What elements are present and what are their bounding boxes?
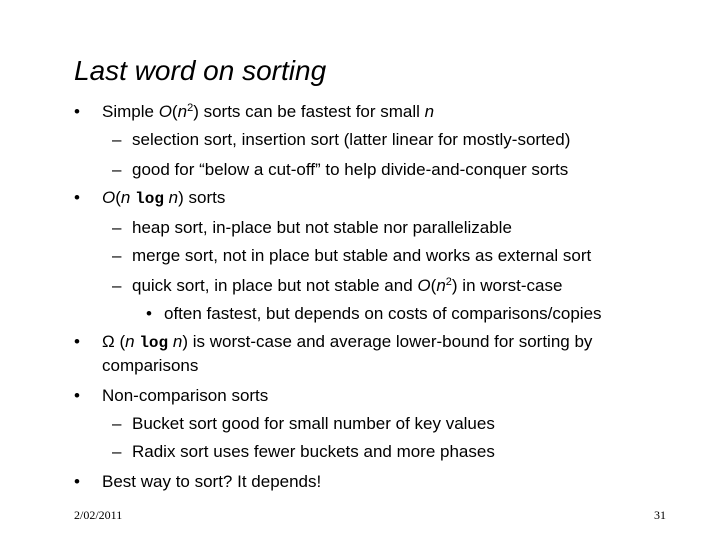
dash-marker: – <box>112 442 122 461</box>
page-number: 31 <box>654 508 666 522</box>
bullet-non-comparison: Non-comparison sorts <box>102 386 269 405</box>
dash-marker: – <box>112 160 122 179</box>
sub-sub-bullet-often-fastest: often fastest, but depends on costs of comparisons/copies <box>164 304 602 323</box>
dash-marker: – <box>112 218 122 237</box>
bullet-nlogn-sorts: O(n log n) sorts <box>102 188 226 208</box>
bullet-lower-bound-continuation: comparisons <box>102 356 199 375</box>
bullet-best-way: Best way to sort? It depends! <box>102 472 322 491</box>
bullet-lower-bound: Ω (n log n) is worst-case and average lower-bound for sorting by <box>102 332 593 352</box>
sub-bullet-heap-sort: heap sort, in-place but not stable nor parallelizable <box>132 218 512 237</box>
subbullet-marker: • <box>146 304 152 323</box>
bullet-marker: • <box>74 188 80 207</box>
bullet-marker: • <box>74 102 80 121</box>
slide-title: Last word on sorting <box>74 55 327 86</box>
dash-marker: – <box>112 414 122 433</box>
sub-bullet-bucket-sort: Bucket sort good for small number of key values <box>132 414 495 433</box>
sub-bullet-radix-sort: Radix sort uses fewer buckets and more phases <box>132 442 495 461</box>
bullet-marker: • <box>74 332 80 351</box>
sub-bullet-merge-sort: merge sort, not in place but stable and works as external sort <box>132 246 592 265</box>
sub-bullet-selection-insertion: selection sort, insertion sort (latter linear for mostly-sorted) <box>132 130 571 149</box>
omega-symbol: Ω <box>102 332 115 351</box>
footer-date: 2/02/2011 <box>74 508 123 522</box>
bullet-marker: • <box>74 472 80 491</box>
dash-marker: – <box>112 276 122 295</box>
dash-marker: – <box>112 130 122 149</box>
sub-bullet-cutoff: good for “below a cut-off” to help divide-and-conquer sorts <box>132 160 569 179</box>
dash-marker: – <box>112 246 122 265</box>
bullet-marker: • <box>74 386 80 405</box>
bullet-simple-sorts: Simple $O(n^2)$ sorts can be fastest for small n <box>102 102 435 121</box>
sub-bullet-quick-sort: quick sort, in place but not stable and $O(n^2)$ in worst-case <box>132 276 563 295</box>
